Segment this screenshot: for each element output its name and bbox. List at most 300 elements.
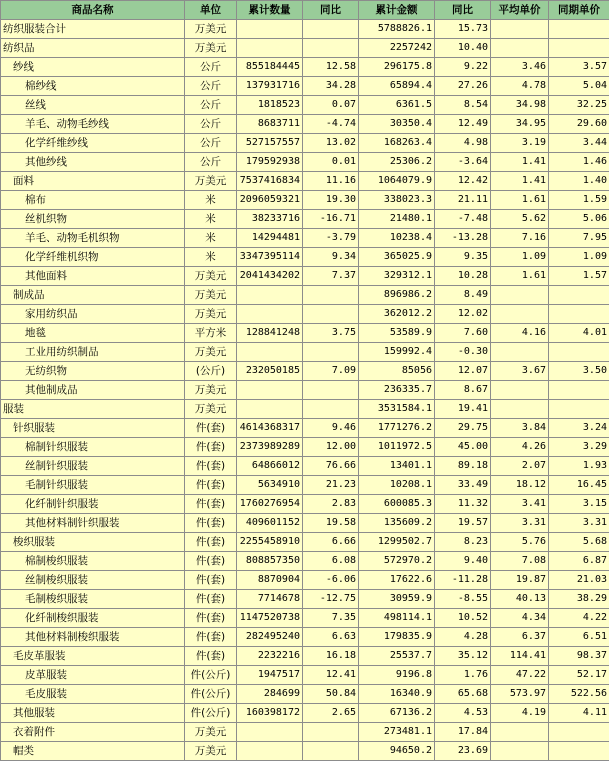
cell-cumulative-quantity <box>237 305 303 324</box>
cell-product-name: 毛制针织服装 <box>1 476 185 495</box>
cell-quantity-yoy: 19.58 <box>303 514 359 533</box>
cell-amount-yoy: 8.67 <box>435 381 491 400</box>
cell-product-name: 纱线 <box>1 58 185 77</box>
cell-product-name: 其他制成品 <box>1 381 185 400</box>
cell-average-unit-price: 3.46 <box>491 58 549 77</box>
cell-unit: 公斤 <box>185 77 237 96</box>
table-row <box>1 533 609 552</box>
cell-prior-period-unit-price: 1.57 <box>549 267 609 286</box>
cell-average-unit-price: 7.16 <box>491 229 549 248</box>
cell-product-name: 皮革服装 <box>1 666 185 685</box>
cell-amount-yoy: 7.60 <box>435 324 491 343</box>
cell-product-name: 毛制梭织服装 <box>1 590 185 609</box>
cell-cumulative-quantity: 179592938 <box>237 153 303 172</box>
cell-product-name: 纺织服装合计 <box>1 20 185 39</box>
cell-average-unit-price: 3.84 <box>491 419 549 438</box>
cell-product-name: 化纤制针织服装 <box>1 495 185 514</box>
cell-unit: 万美元 <box>185 172 237 191</box>
cell-amount-yoy: 10.40 <box>435 39 491 58</box>
table-row <box>1 20 609 39</box>
header-cumulative-quantity: 累计数量 <box>237 1 303 20</box>
cell-cumulative-amount: 135609.2 <box>359 514 435 533</box>
cell-cumulative-quantity: 232050185 <box>237 362 303 381</box>
header-prior-period-unit-price: 同期单价 <box>549 1 609 20</box>
table-row <box>1 628 609 647</box>
table-row <box>1 305 609 324</box>
cell-prior-period-unit-price: 29.60 <box>549 115 609 134</box>
cell-cumulative-quantity: 8683711 <box>237 115 303 134</box>
cell-product-name: 其他纱线 <box>1 153 185 172</box>
cell-amount-yoy: 8.49 <box>435 286 491 305</box>
table-row <box>1 210 609 229</box>
cell-prior-period-unit-price: 3.29 <box>549 438 609 457</box>
cell-cumulative-amount: 9196.8 <box>359 666 435 685</box>
cell-unit: 万美元 <box>185 305 237 324</box>
cell-average-unit-price <box>491 742 549 761</box>
cell-cumulative-quantity: 1760276954 <box>237 495 303 514</box>
cell-amount-yoy: -13.28 <box>435 229 491 248</box>
cell-average-unit-price <box>491 286 549 305</box>
cell-cumulative-quantity: 7537416834 <box>237 172 303 191</box>
cell-quantity-yoy: 11.16 <box>303 172 359 191</box>
cell-cumulative-quantity <box>237 723 303 742</box>
cell-quantity-yoy: -4.74 <box>303 115 359 134</box>
cell-average-unit-price: 18.12 <box>491 476 549 495</box>
cell-prior-period-unit-price: 32.25 <box>549 96 609 115</box>
cell-product-name: 针织服装 <box>1 419 185 438</box>
cell-cumulative-quantity: 8870904 <box>237 571 303 590</box>
cell-cumulative-amount: 30350.4 <box>359 115 435 134</box>
cell-amount-yoy: 29.75 <box>435 419 491 438</box>
cell-product-name: 毛皮革服装 <box>1 647 185 666</box>
cell-cumulative-amount: 159992.4 <box>359 343 435 362</box>
header-average-unit-price: 平均单价 <box>491 1 549 20</box>
cell-average-unit-price: 4.26 <box>491 438 549 457</box>
cell-quantity-yoy: 2.65 <box>303 704 359 723</box>
cell-quantity-yoy: 34.28 <box>303 77 359 96</box>
cell-quantity-yoy: 3.75 <box>303 324 359 343</box>
cell-prior-period-unit-price <box>549 305 609 324</box>
cell-product-name: 棉制梭织服装 <box>1 552 185 571</box>
cell-quantity-yoy <box>303 39 359 58</box>
cell-amount-yoy: 1.76 <box>435 666 491 685</box>
cell-cumulative-amount: 1771276.2 <box>359 419 435 438</box>
table-row <box>1 381 609 400</box>
cell-product-name: 化学纤维纱线 <box>1 134 185 153</box>
table-row <box>1 324 609 343</box>
cell-product-name: 帽类 <box>1 742 185 761</box>
cell-unit: 公斤 <box>185 115 237 134</box>
cell-cumulative-quantity: 4614368317 <box>237 419 303 438</box>
table-row <box>1 96 609 115</box>
cell-amount-yoy: -11.28 <box>435 571 491 590</box>
cell-amount-yoy: 33.49 <box>435 476 491 495</box>
cell-quantity-yoy: 19.30 <box>303 191 359 210</box>
cell-prior-period-unit-price: 3.31 <box>549 514 609 533</box>
cell-prior-period-unit-price: 1.93 <box>549 457 609 476</box>
header-amount-yoy: 同比 <box>435 1 491 20</box>
cell-prior-period-unit-price: 98.37 <box>549 647 609 666</box>
cell-unit: 公斤 <box>185 153 237 172</box>
cell-product-name: 家用纺织品 <box>1 305 185 324</box>
cell-unit: 件(套) <box>185 590 237 609</box>
cell-amount-yoy: 19.41 <box>435 400 491 419</box>
cell-quantity-yoy: 6.66 <box>303 533 359 552</box>
table-header <box>1 1 609 20</box>
cell-cumulative-amount: 6361.5 <box>359 96 435 115</box>
cell-prior-period-unit-price: 38.29 <box>549 590 609 609</box>
cell-product-name: 梭织服装 <box>1 533 185 552</box>
cell-unit: 件(套) <box>185 495 237 514</box>
cell-unit: 件(公斤) <box>185 666 237 685</box>
cell-cumulative-quantity: 2096059321 <box>237 191 303 210</box>
table-row <box>1 229 609 248</box>
cell-cumulative-amount: 17622.6 <box>359 571 435 590</box>
table-row <box>1 647 609 666</box>
cell-prior-period-unit-price: 3.57 <box>549 58 609 77</box>
cell-cumulative-amount: 21480.1 <box>359 210 435 229</box>
cell-prior-period-unit-price <box>549 742 609 761</box>
cell-cumulative-quantity: 1818523 <box>237 96 303 115</box>
cell-quantity-yoy: 12.58 <box>303 58 359 77</box>
cell-average-unit-price <box>491 39 549 58</box>
table-row <box>1 115 609 134</box>
cell-cumulative-quantity <box>237 381 303 400</box>
cell-cumulative-quantity: 128841248 <box>237 324 303 343</box>
cell-average-unit-price <box>491 20 549 39</box>
cell-amount-yoy: 4.98 <box>435 134 491 153</box>
cell-cumulative-quantity: 1947517 <box>237 666 303 685</box>
table-row <box>1 172 609 191</box>
cell-quantity-yoy: 9.46 <box>303 419 359 438</box>
cell-amount-yoy: 19.57 <box>435 514 491 533</box>
cell-quantity-yoy: 0.07 <box>303 96 359 115</box>
cell-unit: 件(套) <box>185 476 237 495</box>
header-unit: 单位 <box>185 1 237 20</box>
table-row <box>1 723 609 742</box>
table-row <box>1 153 609 172</box>
cell-quantity-yoy: 50.84 <box>303 685 359 704</box>
cell-unit: 万美元 <box>185 742 237 761</box>
cell-cumulative-quantity: 64866012 <box>237 457 303 476</box>
cell-product-name: 制成品 <box>1 286 185 305</box>
table-row <box>1 362 609 381</box>
cell-prior-period-unit-price: 1.40 <box>549 172 609 191</box>
cell-prior-period-unit-price <box>549 20 609 39</box>
cell-prior-period-unit-price: 5.06 <box>549 210 609 229</box>
cell-average-unit-price: 573.97 <box>491 685 549 704</box>
header-cumulative-amount: 累计金额 <box>359 1 435 20</box>
cell-average-unit-price: 3.31 <box>491 514 549 533</box>
cell-prior-period-unit-price: 6.51 <box>549 628 609 647</box>
cell-amount-yoy: 21.11 <box>435 191 491 210</box>
cell-unit: 公斤 <box>185 134 237 153</box>
header-product-name: 商品名称 <box>1 1 185 20</box>
cell-prior-period-unit-price: 6.87 <box>549 552 609 571</box>
cell-average-unit-price: 1.09 <box>491 248 549 267</box>
cell-product-name: 棉纱线 <box>1 77 185 96</box>
cell-cumulative-quantity: 38233716 <box>237 210 303 229</box>
cell-cumulative-quantity: 3347395114 <box>237 248 303 267</box>
cell-cumulative-amount: 53589.9 <box>359 324 435 343</box>
cell-cumulative-amount: 10238.4 <box>359 229 435 248</box>
cell-cumulative-quantity: 137931716 <box>237 77 303 96</box>
table-row <box>1 191 609 210</box>
cell-quantity-yoy: 21.23 <box>303 476 359 495</box>
cell-cumulative-quantity: 5634910 <box>237 476 303 495</box>
cell-quantity-yoy: 7.35 <box>303 609 359 628</box>
cell-average-unit-price: 1.41 <box>491 172 549 191</box>
cell-unit: 件(套) <box>185 457 237 476</box>
cell-quantity-yoy <box>303 305 359 324</box>
cell-quantity-yoy: 2.83 <box>303 495 359 514</box>
cell-unit: 件(套) <box>185 609 237 628</box>
cell-unit: 件(套) <box>185 438 237 457</box>
cell-quantity-yoy <box>303 343 359 362</box>
cell-product-name: 工业用纺织制品 <box>1 343 185 362</box>
cell-quantity-yoy: 12.00 <box>303 438 359 457</box>
cell-unit: 米 <box>185 229 237 248</box>
cell-amount-yoy: 23.69 <box>435 742 491 761</box>
cell-quantity-yoy: 0.01 <box>303 153 359 172</box>
table-row <box>1 685 609 704</box>
cell-cumulative-quantity: 855184445 <box>237 58 303 77</box>
table-row <box>1 609 609 628</box>
cell-amount-yoy: 12.02 <box>435 305 491 324</box>
cell-amount-yoy: 9.40 <box>435 552 491 571</box>
cell-quantity-yoy <box>303 400 359 419</box>
table-row <box>1 419 609 438</box>
cell-prior-period-unit-price <box>549 723 609 742</box>
cell-quantity-yoy: 7.37 <box>303 267 359 286</box>
cell-quantity-yoy: 6.08 <box>303 552 359 571</box>
cell-unit: 米 <box>185 191 237 210</box>
cell-unit: 万美元 <box>185 20 237 39</box>
header-row <box>1 1 609 20</box>
cell-cumulative-amount: 600085.3 <box>359 495 435 514</box>
cell-quantity-yoy: 16.18 <box>303 647 359 666</box>
cell-amount-yoy: 35.12 <box>435 647 491 666</box>
table-row <box>1 704 609 723</box>
table-row <box>1 514 609 533</box>
cell-cumulative-quantity: 808857350 <box>237 552 303 571</box>
cell-unit: 件(公斤) <box>185 685 237 704</box>
cell-cumulative-quantity: 2041434202 <box>237 267 303 286</box>
cell-unit: 件(套) <box>185 419 237 438</box>
cell-cumulative-quantity <box>237 400 303 419</box>
cell-amount-yoy: 15.73 <box>435 20 491 39</box>
cell-average-unit-price: 5.62 <box>491 210 549 229</box>
table-row <box>1 571 609 590</box>
table-row <box>1 39 609 58</box>
cell-cumulative-amount: 3531584.1 <box>359 400 435 419</box>
table-row <box>1 400 609 419</box>
cell-cumulative-quantity: 14294481 <box>237 229 303 248</box>
cell-product-name: 羊毛、动物毛机织物 <box>1 229 185 248</box>
cell-cumulative-amount: 365025.9 <box>359 248 435 267</box>
cell-prior-period-unit-price: 1.59 <box>549 191 609 210</box>
cell-amount-yoy: 27.26 <box>435 77 491 96</box>
cell-unit: 平方米 <box>185 324 237 343</box>
cell-cumulative-quantity: 7714678 <box>237 590 303 609</box>
cell-amount-yoy: 8.23 <box>435 533 491 552</box>
cell-quantity-yoy <box>303 381 359 400</box>
cell-quantity-yoy <box>303 286 359 305</box>
cell-cumulative-quantity <box>237 286 303 305</box>
cell-average-unit-price: 3.41 <box>491 495 549 514</box>
cell-amount-yoy: 9.22 <box>435 58 491 77</box>
cell-average-unit-price: 114.41 <box>491 647 549 666</box>
cell-average-unit-price: 19.87 <box>491 571 549 590</box>
cell-average-unit-price: 4.16 <box>491 324 549 343</box>
cell-quantity-yoy <box>303 723 359 742</box>
cell-average-unit-price: 1.61 <box>491 191 549 210</box>
table-body <box>1 20 609 761</box>
table-row <box>1 267 609 286</box>
table-row <box>1 134 609 153</box>
cell-amount-yoy: 12.42 <box>435 172 491 191</box>
cell-unit: 万美元 <box>185 381 237 400</box>
cell-cumulative-quantity: 160398172 <box>237 704 303 723</box>
cell-unit: 米 <box>185 248 237 267</box>
cell-product-name: 化学纤维机织物 <box>1 248 185 267</box>
cell-average-unit-price: 2.07 <box>491 457 549 476</box>
header-quantity-yoy: 同比 <box>303 1 359 20</box>
cell-amount-yoy: 17.84 <box>435 723 491 742</box>
table-row <box>1 343 609 362</box>
cell-product-name: 其他材料制针织服装 <box>1 514 185 533</box>
cell-prior-period-unit-price: 21.03 <box>549 571 609 590</box>
cell-product-name: 衣着附件 <box>1 723 185 742</box>
cell-average-unit-price: 47.22 <box>491 666 549 685</box>
cell-amount-yoy: 45.00 <box>435 438 491 457</box>
cell-product-name: 服装 <box>1 400 185 419</box>
cell-cumulative-amount: 179835.9 <box>359 628 435 647</box>
cell-cumulative-amount: 329312.1 <box>359 267 435 286</box>
cell-unit: 件(套) <box>185 533 237 552</box>
cell-cumulative-amount: 30959.9 <box>359 590 435 609</box>
cell-unit: 万美元 <box>185 267 237 286</box>
cell-amount-yoy: 11.32 <box>435 495 491 514</box>
cell-average-unit-price: 4.19 <box>491 704 549 723</box>
cell-quantity-yoy: 13.02 <box>303 134 359 153</box>
cell-cumulative-amount: 10208.1 <box>359 476 435 495</box>
cell-product-name: 棉布 <box>1 191 185 210</box>
cell-product-name: 丝机织物 <box>1 210 185 229</box>
cell-average-unit-price: 7.08 <box>491 552 549 571</box>
cell-product-name: 其他面料 <box>1 267 185 286</box>
table-row <box>1 438 609 457</box>
cell-average-unit-price: 4.34 <box>491 609 549 628</box>
cell-product-name: 纺织品 <box>1 39 185 58</box>
cell-amount-yoy: -7.48 <box>435 210 491 229</box>
cell-unit: 公斤 <box>185 58 237 77</box>
cell-prior-period-unit-price: 7.95 <box>549 229 609 248</box>
cell-average-unit-price <box>491 381 549 400</box>
table-row <box>1 552 609 571</box>
cell-unit: 公斤 <box>185 96 237 115</box>
table-row <box>1 77 609 96</box>
cell-quantity-yoy: -16.71 <box>303 210 359 229</box>
cell-average-unit-price: 40.13 <box>491 590 549 609</box>
cell-prior-period-unit-price: 5.04 <box>549 77 609 96</box>
cell-cumulative-amount: 1064079.9 <box>359 172 435 191</box>
cell-product-name: 羊毛、动物毛纱线 <box>1 115 185 134</box>
table-row <box>1 457 609 476</box>
cell-unit: (公斤) <box>185 362 237 381</box>
cell-prior-period-unit-price: 4.11 <box>549 704 609 723</box>
cell-average-unit-price <box>491 400 549 419</box>
cell-cumulative-amount: 498114.1 <box>359 609 435 628</box>
table-row <box>1 248 609 267</box>
cell-prior-period-unit-price: 1.46 <box>549 153 609 172</box>
cell-quantity-yoy <box>303 742 359 761</box>
cell-cumulative-quantity <box>237 343 303 362</box>
cell-amount-yoy: 4.53 <box>435 704 491 723</box>
cell-amount-yoy: 12.07 <box>435 362 491 381</box>
cell-cumulative-amount: 2257242 <box>359 39 435 58</box>
cell-product-name: 化纤制梭织服装 <box>1 609 185 628</box>
cell-average-unit-price: 1.41 <box>491 153 549 172</box>
cell-amount-yoy: -0.30 <box>435 343 491 362</box>
cell-cumulative-amount: 25537.7 <box>359 647 435 666</box>
cell-cumulative-amount: 25306.2 <box>359 153 435 172</box>
cell-quantity-yoy: 12.41 <box>303 666 359 685</box>
cell-average-unit-price <box>491 723 549 742</box>
cell-prior-period-unit-price <box>549 39 609 58</box>
cell-cumulative-amount: 362012.2 <box>359 305 435 324</box>
cell-amount-yoy: 89.18 <box>435 457 491 476</box>
cell-unit: 万美元 <box>185 723 237 742</box>
cell-prior-period-unit-price <box>549 381 609 400</box>
cell-unit: 件(套) <box>185 628 237 647</box>
cell-product-name: 地毯 <box>1 324 185 343</box>
cell-cumulative-amount: 13401.1 <box>359 457 435 476</box>
cell-cumulative-amount: 94650.2 <box>359 742 435 761</box>
cell-cumulative-quantity: 284699 <box>237 685 303 704</box>
table-row <box>1 742 609 761</box>
cell-prior-period-unit-price: 3.50 <box>549 362 609 381</box>
cell-unit: 件(套) <box>185 647 237 666</box>
cell-quantity-yoy: 7.09 <box>303 362 359 381</box>
cell-prior-period-unit-price <box>549 343 609 362</box>
cell-amount-yoy: -3.64 <box>435 153 491 172</box>
cell-unit: 万美元 <box>185 400 237 419</box>
cell-unit: 米 <box>185 210 237 229</box>
cell-quantity-yoy: -3.79 <box>303 229 359 248</box>
cell-cumulative-amount: 338023.3 <box>359 191 435 210</box>
cell-prior-period-unit-price: 4.22 <box>549 609 609 628</box>
cell-amount-yoy: 10.28 <box>435 267 491 286</box>
cell-amount-yoy: 4.28 <box>435 628 491 647</box>
cell-amount-yoy: 12.49 <box>435 115 491 134</box>
cell-prior-period-unit-price: 5.68 <box>549 533 609 552</box>
cell-cumulative-amount: 85056 <box>359 362 435 381</box>
cell-prior-period-unit-price: 522.56 <box>549 685 609 704</box>
cell-product-name: 丝制梭织服装 <box>1 571 185 590</box>
cell-unit: 件(套) <box>185 514 237 533</box>
cell-prior-period-unit-price: 3.24 <box>549 419 609 438</box>
cell-amount-yoy: 9.35 <box>435 248 491 267</box>
table-row <box>1 495 609 514</box>
cell-prior-period-unit-price: 1.09 <box>549 248 609 267</box>
cell-cumulative-amount: 16340.9 <box>359 685 435 704</box>
cell-average-unit-price: 3.67 <box>491 362 549 381</box>
cell-cumulative-amount: 1299502.7 <box>359 533 435 552</box>
cell-product-name: 丝制针织服装 <box>1 457 185 476</box>
cell-cumulative-quantity: 2232216 <box>237 647 303 666</box>
cell-prior-period-unit-price: 3.44 <box>549 134 609 153</box>
